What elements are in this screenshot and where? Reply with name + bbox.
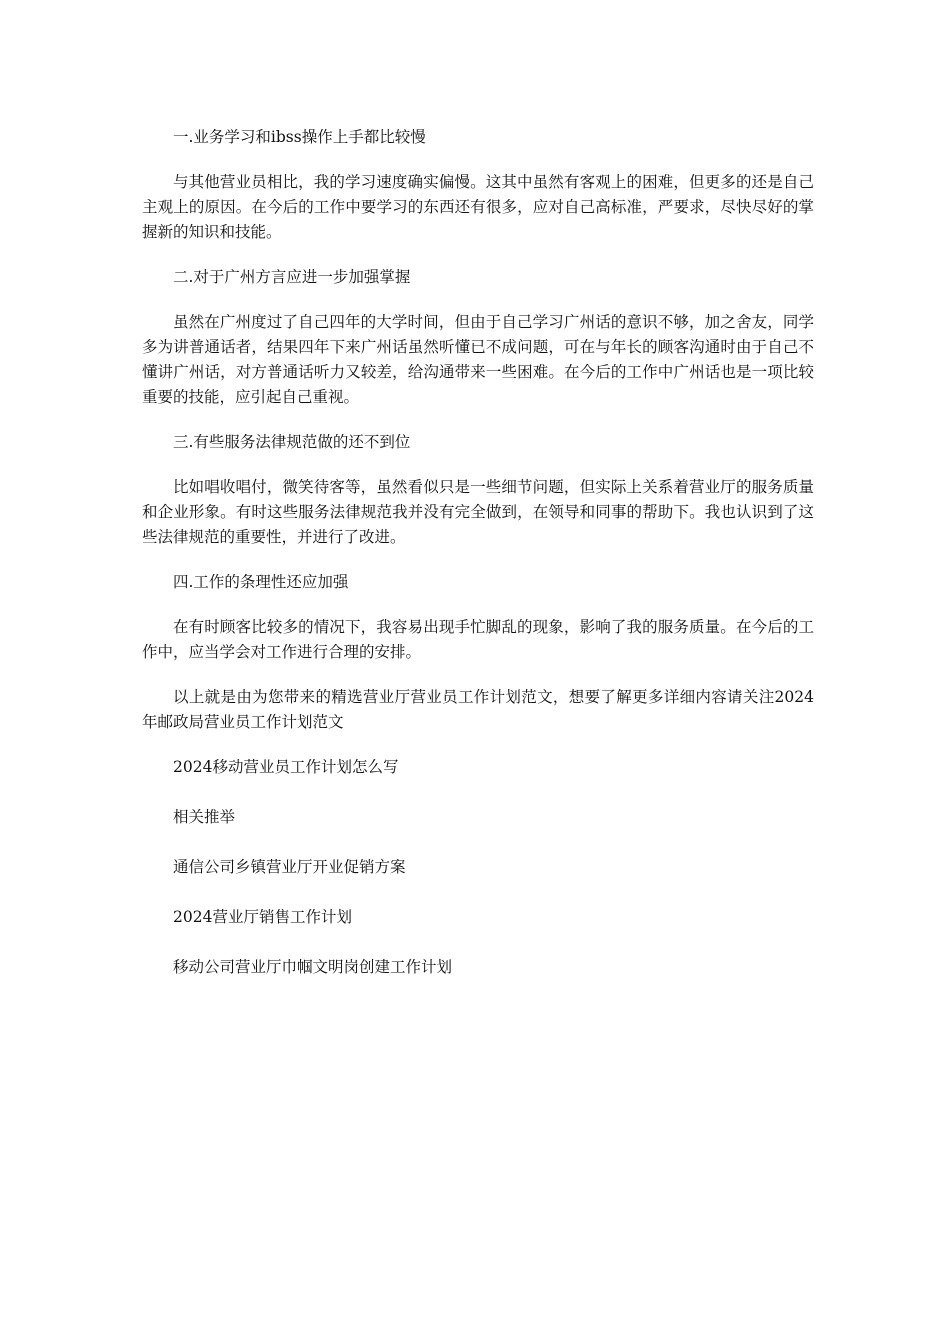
paragraph-1: 与其他营业员相比，我的学习速度确实偏慢。这其中虽然有客观上的困难，但更多的还是自己主观上的原因。在今后的工作中要学习的东西还有很多，应对自己高标准，严要求，尽快尽好的掌握新的知识和技能。 [142,173,814,241]
link-sales-plan[interactable]: 2024营业厅销售工作计划 [173,908,352,926]
heading-1: 一.业务学习和ibss操作上手都比较慢 [173,128,426,146]
link-civilized-post[interactable]: 移动公司营业厅巾帼文明岗创建工作计划 [173,958,453,976]
paragraph-3: 比如唱收唱付，微笑待客等，虽然看似只是一些细节问题，但实际上关系着营业厅的服务质量和企业形象。有时这些服务法律规范我并没有完全做到，在领导和同事的帮助下。我也认识到了这些法律规范的重要性，并进行了改进。 [142,478,814,546]
heading-4: 四.工作的条理性还应加强 [173,573,349,591]
paragraph-4: 在有时顾客比较多的情况下，我容易出现手忙脚乱的现象，影响了我的服务质量。在今后的工作中，应当学会对工作进行合理的安排。 [142,618,814,661]
heading-2: 二.对于广州方言应进一步加强掌握 [173,268,411,286]
link-township-promotion[interactable]: 通信公司乡镇营业厅开业促销方案 [173,858,406,876]
link-mobile-plan[interactable]: 2024移动营业员工作计划怎么写 [173,758,399,776]
heading-3: 三.有些服务法律规范做的还不到位 [173,433,411,451]
paragraph-2: 虽然在广州度过了自己四年的大学时间，但由于自己学习广州话的意识不够，加之舍友，同学多为讲普通话者，结果四年下来广州话虽然听懂已不成问题，可在与年长的顾客沟通时由于自己不懂讲广州话，对方普通话听力又较差，给沟通带来一些困难。在今后的工作中广州话也是一项比较重要的技能，应引起自己重视。 [142,313,814,406]
related-recommendations: 相关推举 [173,808,236,826]
paragraph-5: 以上就是由为您带来的精选营业厅营业员工作计划范文，想要了解更多详细内容请关注2024年邮政局营业员工作计划范文 [142,688,814,731]
document-body [142,125,814,1005]
